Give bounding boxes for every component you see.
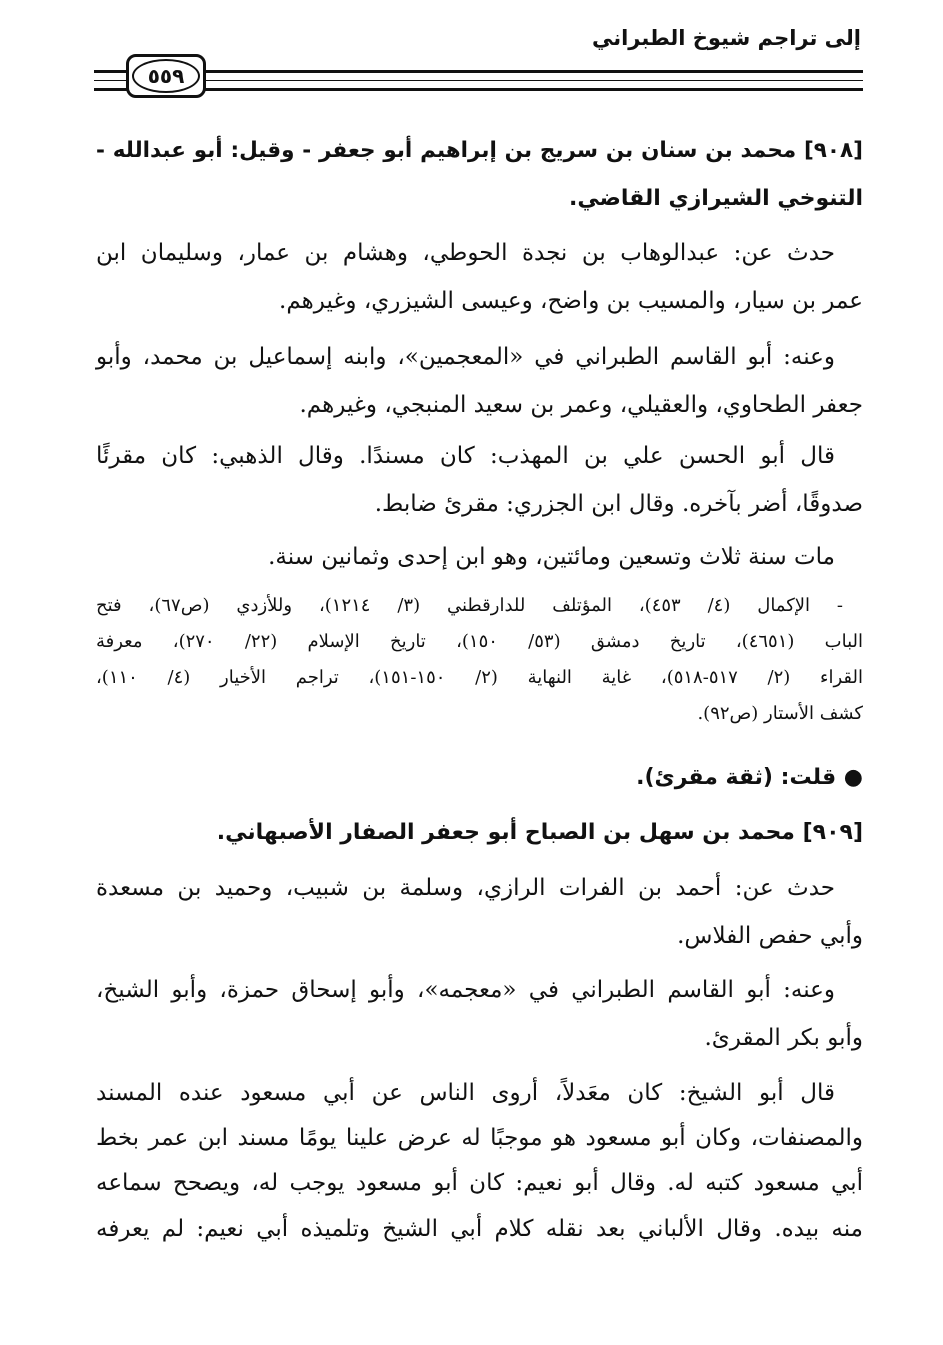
entry-908-verdict-text: قلت: (ثقة مقرئ). [636, 765, 837, 790]
entry-909-grading-line-1: قال أبو الشيخ: كان معَدلاً، أروى الناس عن أبي مسعود عنده المسند [96, 1080, 835, 1106]
entry-908-sources-line-2: الباب (٤٦٥١)، تاريخ دمشق (٥٣/ ١٥٠)، تاريخ الإسلام (٢٢/ ٢٧٠)، معرفة [96, 631, 863, 652]
entry-908-death: مات سنة ثلاث وتسعين ومائتين، وهو ابن إحدى وثمانين سنة. [268, 544, 835, 570]
entry-908-verdict [96, 763, 863, 793]
entry-908-sources-line-4: كشف الأستار (ص٩٢). [697, 703, 863, 724]
entry-908-grading-line-1: قال أبو الحسن علي بن المهذب: كان مسندًا. وقال الذهبي: كان مقرئًا [96, 443, 835, 469]
entry-908-teachers-line-2: عمر بن سيار، والمسيب بن واضح، وعيسى الشيزري، وغيرهم. [279, 288, 863, 314]
entry-909-students-line-2: وأبو بكر المقرئ. [704, 1025, 863, 1051]
entry-909-heading: [٩٠٩] محمد بن سهل بن الصباح أبو جعفر الصفار الأصبهاني. [216, 820, 863, 845]
entry-908-teachers-line-1: حدث عن: عبدالوهاب بن نجدة الحوطي، وهشام بن عمار، وسليمان ابن [96, 240, 835, 266]
running-title: إلى تراجم شيوخ الطبراني [591, 26, 861, 50]
entry-908-heading-line-1: [٩٠٨] محمد بن سنان بن سريج بن إبراهيم أبو جعفر - وقيل: أبو عبدالله - [96, 138, 863, 163]
header-rule-thin [94, 80, 863, 81]
entry-909-teachers-line-1: حدث عن: أحمد بن الفرات الرازي، وسلمة بن شبيب، وحميد بن مسعدة [96, 875, 835, 901]
bullet-icon: ● [843, 765, 863, 790]
entry-908-sources-line-3: القراء (٢/ ٥١٧-٥١٨)، غاية النهاية (٢/ ١٥٠-١٥١)، تراجم الأخيار (٤/ ١١٠)، [96, 667, 863, 688]
entry-908-students-line-2: جعفر الطحاوي، والعقيلي، وعمر بن سعيد المنبجي، وغيرهم. [299, 392, 863, 418]
header-rule-bottom [94, 88, 863, 91]
entry-908-heading-line-2: التنوخي الشيرازي القاضي. [569, 186, 863, 211]
entry-908-sources-line-1: - الإكمال (٤/ ٤٥٣)، المؤتلف للدارقطني (٣/ ١٢١٤)، وللأزدي (ص٦٧)، فتح [96, 595, 843, 616]
entry-909-students-line-1: وعنه: أبو القاسم الطبراني في «معجمه»، وأبو إسحاق حمزة، وأبو الشيخ، [96, 977, 835, 1003]
entry-909-grading-line-2: والمصنفات، وكان أبو مسعود هو موجبًا له عرض علينا يومًا مسند ابن عمر بخط [96, 1125, 863, 1151]
entry-908-grading-line-2: صدوقًا، أضر بآخره. وقال ابن الجزري: مقرئ ضابط. [374, 491, 863, 517]
header-rule-thick [94, 70, 863, 73]
entry-909-grading-line-4: منه بيده. وقال الألباني بعد نقله كلام أبي الشيخ وتلميذه أبي نعيم: لم يعرفه [96, 1216, 863, 1242]
entry-909-teachers-line-2: وأبي حفص الفلاس. [677, 923, 863, 949]
entry-908-students-line-1: وعنه: أبو القاسم الطبراني في «المعجمين»، وابنه إسماعيل بن محمد، وأبو [96, 344, 835, 370]
page-number: ٥٥٩ [132, 59, 200, 93]
page-number-badge [126, 54, 206, 98]
entry-909-grading-line-3: أبي مسعود كتبه له. وقال أبو نعيم: كان أبو مسعود يوجب له، ويصحح سماعه [96, 1170, 863, 1196]
